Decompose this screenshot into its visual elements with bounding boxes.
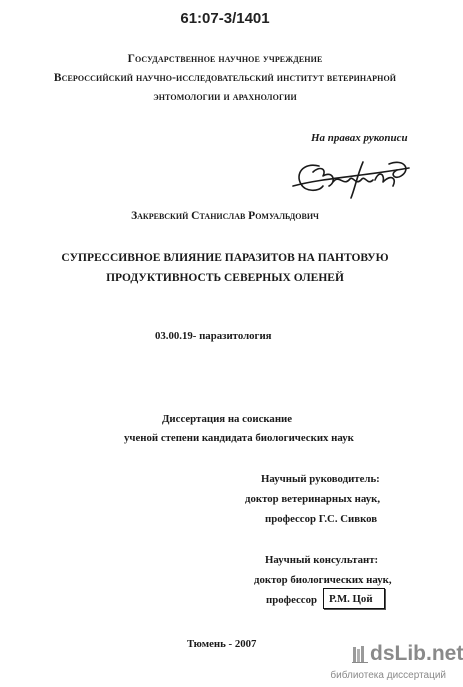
document-code: 61:07-3/1401 — [180, 10, 270, 27]
author-name: Закревский Станислав Ромуальдович — [131, 210, 319, 222]
watermark-brand: dsLib.net — [370, 642, 463, 665]
supervisor-name: профессор Г.С. Сивков — [265, 513, 378, 525]
supervisor-label: Научный руководитель: — [261, 473, 380, 485]
consultant-degree: доктор биологических наук, — [254, 574, 392, 586]
consultant-label: Научный консультант: — [265, 554, 379, 566]
handwritten-signature — [293, 152, 411, 200]
consultant-title: профессор — [266, 594, 318, 606]
watermark[interactable] — [330, 642, 463, 686]
book-stack-icon — [352, 645, 368, 663]
rights-note: На правах рукописи — [311, 132, 408, 144]
city-year: Тюмень - 2007 — [187, 638, 257, 650]
dissertation-title-line-2: ПРОДУКТИВНОСТЬ СЕВЕРНЫХ ОЛЕНЕЙ — [106, 272, 344, 284]
dissertation-title-line-1: СУПРЕССИВНОЕ ВЛИЯНИЕ ПАРАЗИТОВ НА ПАНТОВУЮ — [61, 252, 389, 264]
dissertation-purpose-line-2: ученой степени кандидата биологических наук — [124, 432, 354, 444]
specialty-code: 03.00.19- паразитология — [155, 330, 272, 342]
supervisor-degree: доктор ветеринарных наук, — [245, 493, 381, 505]
institution-line-1: Государственное научное учреждение — [127, 53, 323, 65]
institution-line-2: Всероссийский научно-исследовательский институт ветеринарной — [53, 72, 397, 84]
watermark-tagline: библиотека диссертаций — [330, 670, 446, 681]
institution-line-3: энтомологии и арахнологии — [153, 91, 297, 103]
consultant-name: Р.М. Цой — [329, 593, 373, 605]
dissertation-purpose-line-1: Диссертация на соискание — [162, 413, 293, 425]
